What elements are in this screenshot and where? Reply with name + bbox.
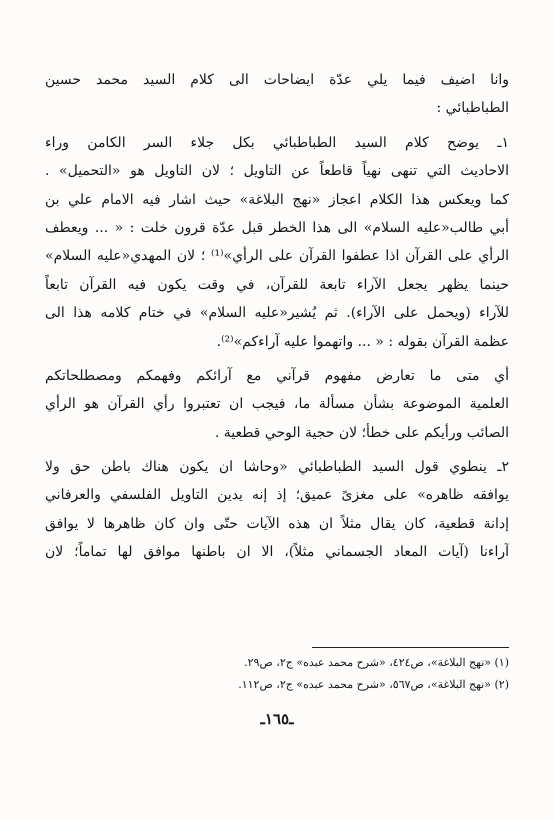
page-number: ـ١٦٥ـ [260,710,294,728]
body-line: إدانة قطعية، كان يقال مثلاً ان هذه الآيات حتّى وان كان ظاهرها لا يوافق [45,515,509,532]
body-line: أبي طالب«عليه السلام» الى هذا الخطر قبل عدّة قرون خلت : « ... ويعطف [45,219,509,236]
body-line: العلمية الموضوعة بشأن مسألة ما، فيجب ان تعتبروا رأي القرآن هو الرأي [45,396,509,413]
body-line: آراءنا (آيات المعاد الجسماني مثلاً)، الا ان باطنها موافق لها تماماً؛ لان [45,544,509,561]
footnote-separator [312,647,509,648]
body-line: كما ويعكس هذا الكلام اعجاز «نهج البلاغة» حيث اشار فيه الامام علي بن [45,191,509,208]
body-line: يوافقه ظاهره» على مغزىً عميق؛ إذ إنه يدين التاويل الفلسفي والعرفاني [45,487,509,504]
footnotes [45,652,509,696]
body-line: أي متى ما تعارض مفهوم قرآني مع آرائكم وفهمكم ومصطلحاتكم [45,367,509,384]
body-line: الطباطبائي : [436,100,509,117]
footnote: (٢) «نهج البلاغة»، ص٥٦٧، «شرح محمد عبده» ج٢، ص١١٢. [238,678,509,691]
body-line: الصائب ورأيكم على خطأ؛ لان حجية الوحي قطعية . [214,424,509,441]
body-text [45,66,509,567]
body-line: وانا اضيف فيما يلي عدّة ايضاحات الى كلام السيد محمد حسين [45,72,509,88]
body-line: الاحاديث التي تنهى نهياً قاطعاً عن التاويل ؛ لان التاويل هو «التحميل» . [45,163,509,180]
footnote: (١) «نهج البلاغة»، ص٤٢٤، «شرح محمد عبده» ج٢، ص٢٩. [244,656,509,669]
body-line: عظمة القرآن بقوله : « ... واتهموا عليه آراءكم»⁽²⁾. [216,333,509,350]
body-line: ٢ـ ينطوي قول السيد الطباطبائي «وحاشا ان يكون هناك باطن حق ولا [45,459,509,476]
body-line: ١ـ يوضح كلام السيد الطباطبائي بكل جلاء السر الكامن وراء [45,134,509,151]
body-line: للآراء (ويحمل على الآراء). ثم يُشير«عليه السلام» في ختام كلامه هذا الى [45,305,509,322]
body-line: حينما يظهر يجعل الآراء تابعة للقرآن، في وقت يكون فيه القرآن تابعاً [45,276,509,293]
body-line: الرأي على القرآن اذا عطفوا القرآن على الرأي»⁽¹⁾ ؛ لان المهدي«عليه السلام» [45,248,509,265]
